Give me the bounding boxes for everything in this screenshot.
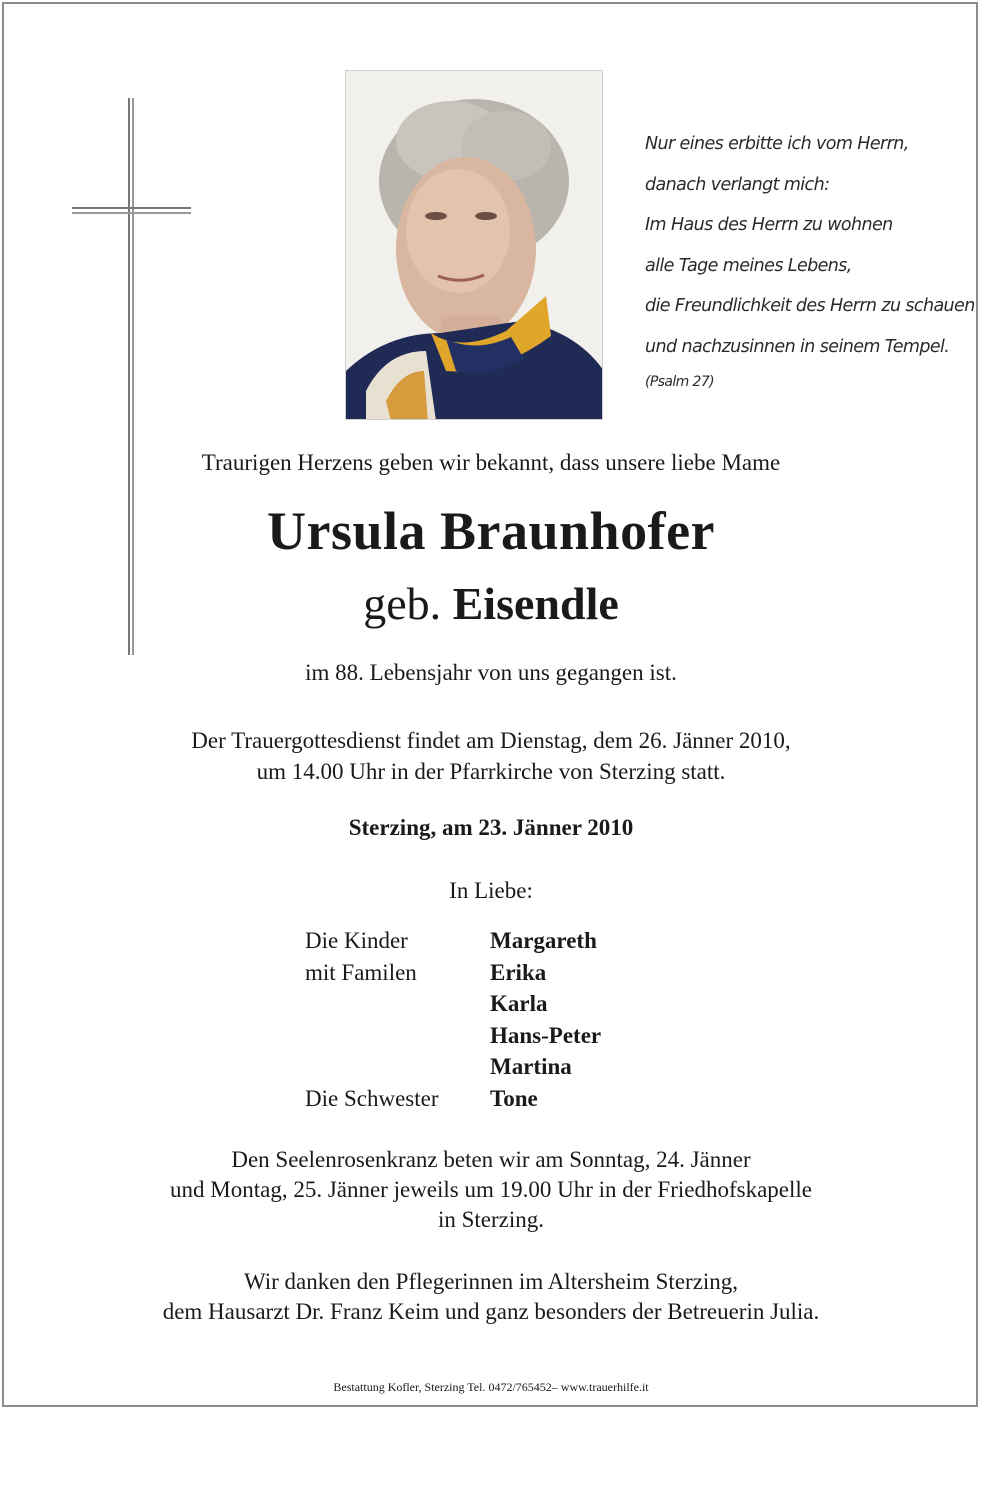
family-relation: Die Schwester <box>305 1085 439 1111</box>
psalm-line: alle Tage meines Lebens, <box>645 255 852 276</box>
family-member-name: Margareth <box>490 928 597 953</box>
funeral-home-footer: Bestattung Kofler, Sterzing Tel. 0472/765452– www.trauerhilfe.it <box>333 1380 649 1394</box>
family-row <box>305 957 705 989</box>
psalm-line: die Freundlichkeit des Herrn zu schauen <box>645 296 975 316</box>
family-row <box>305 925 705 957</box>
age-text: im 88. Lebensjahr von uns gegangen ist. <box>305 660 677 685</box>
service-line: um 14.00 Uhr in der Pfarrkirche von Sterzing statt. <box>256 759 726 784</box>
deceased-name: Ursula Braunhofer <box>266 501 715 561</box>
portrait-photo <box>345 70 603 420</box>
family-member-name: Tone <box>490 1085 538 1111</box>
rosary-line: Den Seelenrosenkranz beten wir am Sonntag, 24. Jänner <box>231 1147 751 1172</box>
birth-prefix: geb. <box>363 578 442 629</box>
psalm-reference: (Psalm 27) <box>645 374 715 390</box>
psalm-line: Im Haus des Herrn zu wohnen <box>645 215 893 235</box>
family-relation: Die Kinder <box>305 928 408 953</box>
family-member-name: Martina <box>490 1054 572 1079</box>
thanks-text <box>0 1267 982 1327</box>
thanks-line: Wir danken den Pflegerinnen im Altersheim Sterzing, <box>243 1269 739 1294</box>
psalm-line: danach verlangt mich: <box>645 174 830 195</box>
psalm-quote <box>645 124 975 391</box>
birth-surname: Eisendle <box>452 578 619 629</box>
intro-text: Traurigen Herzens geben wir bekannt, dass unsere liebe Mame <box>201 450 781 475</box>
family-member-name: Hans-Peter <box>490 1022 602 1048</box>
thanks-line: dem Hausarzt Dr. Franz Keim und ganz besonders der Betreuerin Julia. <box>162 1299 820 1324</box>
service-info <box>0 725 982 787</box>
family-member-name: Karla <box>490 991 548 1016</box>
birth-name <box>0 577 982 630</box>
family-member-name: Erika <box>490 959 547 985</box>
psalm-line: und nachzusinnen in seinem Tempel. <box>645 336 950 357</box>
service-line: Der Trauergottesdienst findet am Dienstag, dem 26. Jänner 2010, <box>191 728 791 753</box>
family-row <box>305 1083 705 1115</box>
psalm-line: Nur eines erbitte ich vom Herrn, <box>645 134 909 154</box>
family-row <box>305 1020 705 1052</box>
family-row <box>305 988 705 1020</box>
in-love-heading: In Liebe: <box>449 878 533 903</box>
family-row <box>305 1051 705 1083</box>
place-date: Sterzing, am 23. Jänner 2010 <box>348 815 634 840</box>
rosary-line: in Sterzing. <box>437 1207 545 1232</box>
family-list <box>305 925 705 1114</box>
rosary-line: und Montag, 25. Jänner jeweils um 19.00 Uhr in der Friedhofskapelle <box>170 1177 812 1202</box>
family-relation: mit Familen <box>305 959 417 985</box>
rosary-info <box>0 1145 982 1235</box>
